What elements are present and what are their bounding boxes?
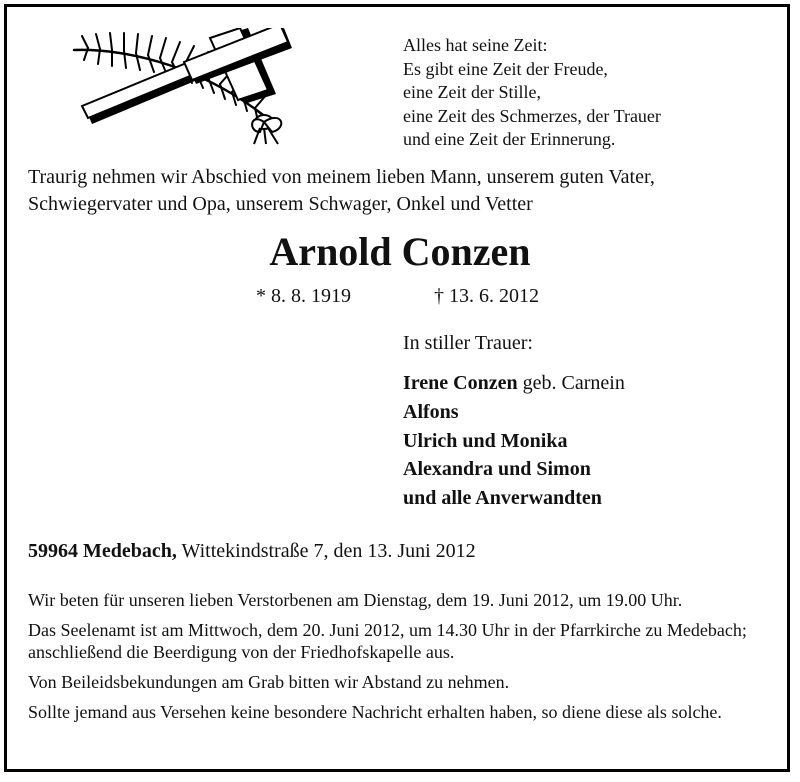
- cross-palm-icon: [68, 28, 318, 146]
- note-paragraph: Von Beileidsbekundungen am Grab bitten wir Abstand zu nehmen.: [28, 672, 510, 692]
- death-date: † 13. 6. 2012: [434, 285, 539, 307]
- poem: [403, 34, 661, 152]
- mourner-name: und alle Anverwandten: [403, 487, 602, 510]
- note-paragraph: Sollte jemand aus Versehen keine besondere Nachricht erhalten haben, so diene diese als solche.: [28, 702, 722, 722]
- mourner-name: Alfons: [403, 400, 459, 423]
- poem-line: Es gibt eine Zeit der Freude,: [403, 58, 608, 79]
- address-line: [28, 539, 476, 563]
- intro-line: Traurig nehmen wir Abschied von meinem lieben Mann, unserem guten Vater,: [28, 166, 655, 188]
- birth-date: * 8. 8. 1919: [256, 285, 351, 307]
- maiden-name: geb. Carnein: [517, 372, 625, 394]
- notes: [28, 589, 773, 731]
- poem-line: eine Zeit des Schmerzes, der Trauer: [403, 105, 661, 126]
- intro-line: Schwiegervater und Opa, unserem Schwager, Onkel und Vetter: [28, 193, 533, 215]
- poem-line: eine Zeit der Stille,: [403, 82, 541, 102]
- mourner-name: Irene Conzen: [403, 372, 518, 394]
- address-rest: Wittekindstraße 7, den 13. Juni 2012: [176, 540, 476, 562]
- note-paragraph: Wir beten für unseren lieben Verstorbenen am Dienstag, dem 19. Juni 2012, um 19.00 Uhr.: [28, 590, 683, 610]
- mourners-list: [403, 369, 625, 513]
- poem-line: und eine Zeit der Erinnerung.: [403, 129, 616, 149]
- intro-text: [28, 164, 655, 218]
- address-place: 59964 Medebach,: [28, 540, 177, 562]
- mourner-name: Alexandra und Simon: [403, 458, 591, 481]
- mourning-label: In stiller Trauer:: [403, 332, 533, 354]
- mourner-widow: [403, 369, 625, 398]
- note-paragraph: Das Seelenamt ist am Mittwoch, dem 20. Juni 2012, um 14.30 Uhr in der Pfarrkirche zu Medebach; anschließend die Beerdigung von der Friedhofskapelle aus.: [28, 620, 747, 662]
- poem-line: Alles hat seine Zeit:: [403, 35, 548, 55]
- mourner-name: Ulrich und Monika: [403, 429, 568, 452]
- deceased-name: Arnold Conzen: [269, 229, 531, 274]
